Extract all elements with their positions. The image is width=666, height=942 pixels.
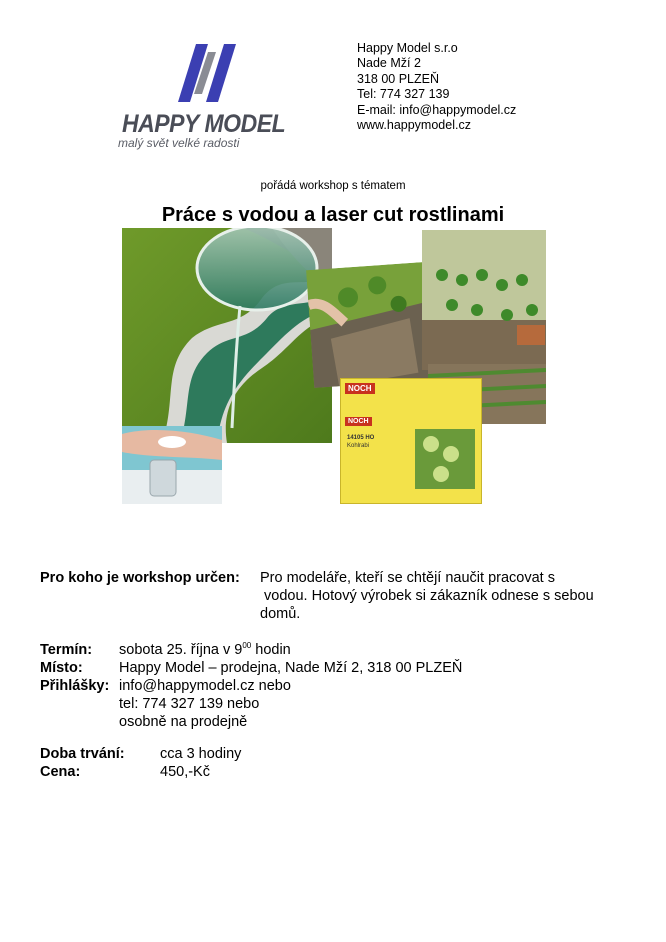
audience-line-1: Pro modeláře, kteří se chtějí naučit pracovat s — [260, 570, 555, 586]
photo-collage — [122, 228, 546, 508]
signup-email[interactable]: info@happymodel.cz nebo — [119, 678, 291, 694]
logo-tagline: malý svět velké radosti — [118, 136, 240, 150]
box-product-name: Kohlrabi — [347, 443, 370, 449]
planting-photo — [306, 262, 432, 388]
box-brand: NOCH — [345, 383, 375, 394]
street: Nade Mží 2 — [357, 56, 421, 71]
jar-photo — [122, 426, 222, 504]
term-value: sobota 25. října v $9^{00}$ hodin — [119, 641, 291, 658]
logo-name: HAPPY MODEL — [122, 110, 286, 138]
logo-mark-icon — [178, 44, 242, 106]
audience-label: Pro koho je workshop určen: — [40, 570, 240, 586]
company-name: Happy Model s.r.o — [357, 41, 458, 55]
intro-text: pořádá workshop s tématem — [260, 180, 406, 192]
place-value: Happy Model – prodejna, Nade Mží 2, 318 00 PLZEŇ — [119, 660, 463, 676]
company-logo — [112, 44, 292, 154]
signup-in-person: osobně na prodejně — [119, 714, 248, 730]
workshop-title: Práce s vodou a laser cut rostlinami — [161, 204, 505, 226]
price-value: 450,-Kč — [160, 764, 210, 780]
email[interactable]: E-mail: info@happymodel.cz — [357, 102, 517, 117]
duration-label: Doba trvání: — [40, 746, 125, 762]
place-label: Místo: — [40, 660, 83, 676]
box-code: 14105 HO — [347, 435, 375, 441]
company-address — [357, 41, 516, 133]
water-scene-photo — [122, 228, 332, 443]
signup-label: Přihlášky: — [40, 678, 110, 694]
box-brand-front: NOCH — [345, 417, 372, 426]
audience-line-3: domů. — [260, 606, 301, 622]
city: 318 00 PLZEŇ — [357, 71, 439, 86]
phone: Tel: 774 327 139 — [357, 87, 450, 102]
term-label: Termín: — [40, 642, 93, 658]
price-label: Cena: — [40, 764, 81, 780]
signup-phone: tel: 774 327 139 nebo — [119, 696, 260, 712]
garden-photo — [422, 230, 546, 370]
audience-line-2: vodou. Hotový výrobek si zákazník odnese s sebou — [264, 588, 594, 604]
duration-value: cca 3 hodiny — [160, 746, 242, 762]
website[interactable]: www.happymodel.cz — [357, 118, 471, 133]
product-box — [340, 378, 482, 504]
